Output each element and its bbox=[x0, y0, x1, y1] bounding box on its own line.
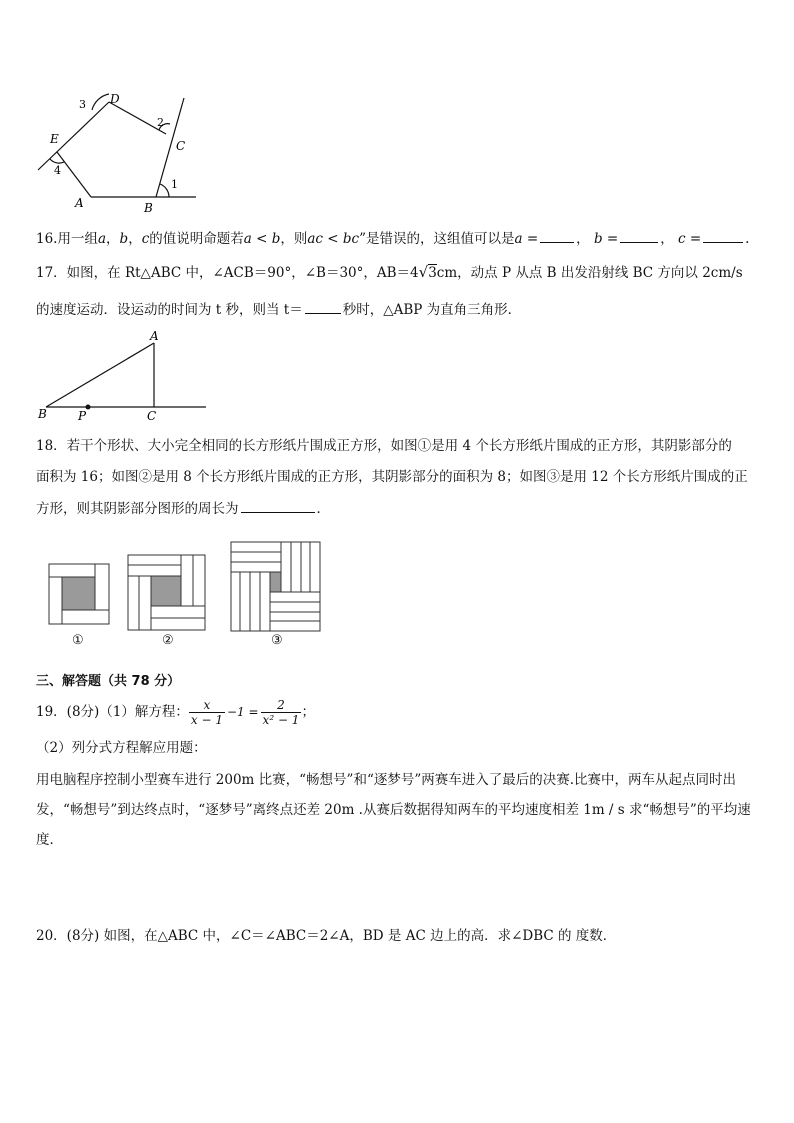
q17-answer-blank[interactable] bbox=[305, 299, 341, 314]
shaded-square bbox=[63, 578, 95, 610]
q17-line1-a: 17．如图，在 Rt△ABC 中，∠ACB＝90°，∠B＝30°，AB＝4 bbox=[36, 265, 419, 281]
figure-1 bbox=[48, 563, 110, 627]
question-19-para3: 度． bbox=[36, 832, 63, 848]
q19-fraction-1 bbox=[189, 698, 225, 727]
question-17-line1 bbox=[36, 262, 743, 283]
label-E: E bbox=[50, 132, 59, 146]
arc-1 bbox=[160, 184, 169, 197]
frac2-numerator: 2 bbox=[261, 698, 302, 713]
q17-line1-b: cm，动点 P 从点 B 出发沿射线 BC 方向以 2cm/s bbox=[436, 265, 743, 281]
figure-2-label: ② bbox=[162, 633, 174, 648]
q19-head: 19．(8分)（1）解方程： bbox=[36, 704, 189, 720]
label-A: A bbox=[150, 330, 159, 343]
angle-3-label: 3 bbox=[79, 98, 86, 111]
line-ea bbox=[57, 152, 91, 197]
q16-var-a: a bbox=[97, 231, 107, 247]
question-16: 16.用一组a，b，c的值说明命题若a < b，则ac < bc”是错误的，这组值可以是a = ， b = ， c = . bbox=[36, 228, 749, 249]
q19-fraction-2 bbox=[261, 698, 302, 727]
q18-line3-a: 方形，则其阴影部分图形的周长为 bbox=[36, 501, 239, 517]
q16-answer-a-blank[interactable] bbox=[540, 228, 574, 243]
line-de bbox=[38, 102, 109, 170]
section-3-title: 三、解答题（共 78 分） bbox=[36, 674, 181, 689]
pentagon-figure bbox=[36, 90, 206, 215]
figure-3-label: ③ bbox=[271, 633, 283, 648]
q16-premise: a < b bbox=[243, 231, 281, 247]
arc-4 bbox=[50, 159, 64, 163]
shaded-square bbox=[271, 573, 281, 592]
triangle-figure bbox=[36, 330, 211, 422]
shaded-square bbox=[152, 577, 181, 606]
figure-1-label: ① bbox=[72, 633, 84, 648]
q16-ans-c-label: c = bbox=[677, 231, 702, 247]
q16-conclusion: ac < bc bbox=[307, 231, 360, 247]
question-19-para2: 发，“畅想号”到达终点时，“逐梦号”离终点还差 20m .从赛后数据得知两车的平均速度相差 1m / s 求“畅想号”的平均速 bbox=[36, 802, 751, 818]
q16-ans-b-label: b = bbox=[593, 231, 619, 247]
label-D: D bbox=[110, 92, 120, 106]
question-19-para1: 用电脑程序控制小型赛车进行 200m 比赛，“畅想号”和“逐梦号”两赛车进入了最后的决赛.比赛中，两车从起点同时出 bbox=[36, 772, 737, 788]
q16-ans-a-label: a = bbox=[514, 231, 539, 247]
q16-mid: 的值说明命题若 bbox=[149, 231, 244, 247]
q19-mid: −1 = bbox=[226, 705, 259, 719]
sqrt-sign: √ bbox=[418, 263, 429, 281]
label-B: B bbox=[144, 201, 153, 215]
frac1-numerator: x bbox=[189, 698, 225, 713]
q16-var-c: c bbox=[141, 231, 150, 247]
q17-line2-b: 秒时，△ABP 为直角三角形． bbox=[342, 302, 522, 318]
label-B: B bbox=[38, 407, 47, 421]
q16-suffix: ”是错误的，这组值可以是 bbox=[359, 231, 515, 247]
q17-sqrt-value: 3 bbox=[428, 265, 437, 281]
figure-3 bbox=[230, 541, 321, 633]
angle-1-label: 1 bbox=[171, 178, 178, 191]
label-C: C bbox=[147, 409, 157, 422]
question-18-line2: 面积为 16；如图②是用 8 个长方形纸片围成的正方形，其阴影部分的面积为 8；如图③是用 12 个长方形纸片围成的正 bbox=[36, 469, 748, 485]
q18-line3-b: ． bbox=[316, 501, 330, 517]
frac2-denominator: x² − 1 bbox=[262, 712, 300, 727]
label-A: A bbox=[75, 196, 84, 210]
question-18-line3 bbox=[36, 498, 330, 519]
angle-2-label: 2 bbox=[157, 116, 164, 129]
q16-var-b: b bbox=[119, 231, 129, 247]
label-C: C bbox=[176, 139, 186, 153]
q18-answer-blank[interactable] bbox=[241, 498, 315, 513]
q16-then: ，则 bbox=[280, 231, 308, 247]
angle-4-label: 4 bbox=[54, 164, 61, 177]
figure-2 bbox=[127, 554, 206, 632]
q16-answer-b-blank[interactable] bbox=[620, 228, 658, 243]
point-P bbox=[86, 405, 91, 410]
question-19-line1 bbox=[36, 694, 315, 730]
line-ab bbox=[46, 343, 154, 407]
q19-end: ； bbox=[301, 704, 315, 720]
question-17-line2 bbox=[36, 299, 521, 320]
question-20: 20．(8分) 如图，在△ABC 中，∠C＝∠ABC＝2∠A，BD 是 AC 边上的高．求∠DBC 的 度数． bbox=[36, 928, 617, 944]
q16-answer-c-blank[interactable] bbox=[703, 228, 743, 243]
frac1-denominator: x − 1 bbox=[190, 712, 223, 727]
label-P: P bbox=[78, 409, 87, 422]
arc-3 bbox=[92, 94, 109, 110]
question-19-part2: （2）列分式方程解应用题： bbox=[36, 740, 207, 756]
q17-line2-a: 的速度运动．设运动的时间为 t 秒，则当 t＝ bbox=[36, 302, 303, 318]
q16-prefix: 16.用一组 bbox=[36, 231, 98, 247]
question-18-line1: 18．若干个形状、大小完全相同的长方形纸片围成正方形，如图①是用 4 个长方形纸片围成的正方形，其阴影部分的 bbox=[36, 438, 732, 454]
